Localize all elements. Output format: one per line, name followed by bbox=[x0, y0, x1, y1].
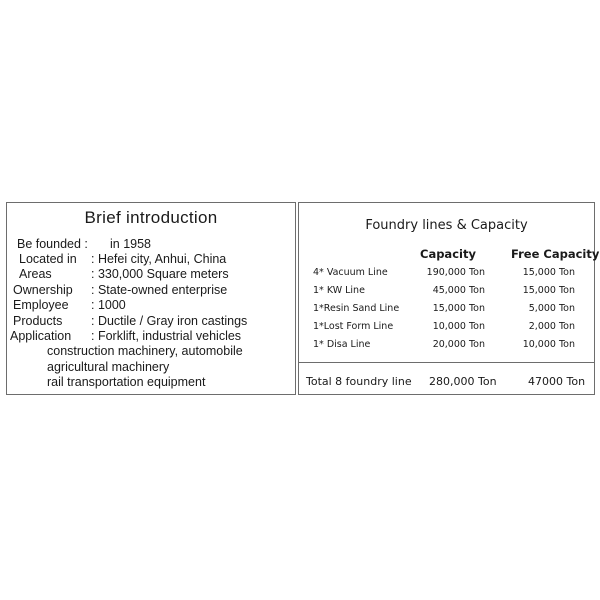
info-label: Products bbox=[13, 314, 63, 328]
line-capacity: 45,000 Ton bbox=[432, 285, 485, 296]
total-capacity: 280,000 Ton bbox=[429, 375, 497, 388]
line-free-capacity: 5,000 Ton bbox=[528, 303, 575, 314]
info-label: Located in bbox=[19, 252, 77, 266]
line-free-capacity: 15,000 Ton bbox=[522, 267, 575, 278]
line-capacity: 10,000 Ton bbox=[432, 321, 485, 332]
application-continued: agricultural machinery bbox=[47, 360, 170, 374]
info-label: Ownership bbox=[13, 283, 73, 297]
foundry-line-row bbox=[299, 300, 594, 317]
line-name: 1*Lost Form Line bbox=[313, 321, 394, 332]
foundry-capacity-title: Foundry lines & Capacity bbox=[365, 218, 528, 233]
total-free-capacity: 47000 Ton bbox=[528, 375, 586, 388]
brief-introduction-panel bbox=[6, 202, 296, 395]
line-capacity: 15,000 Ton bbox=[432, 303, 485, 314]
info-value: : Forklift, industrial vehicles bbox=[91, 329, 242, 343]
total-divider bbox=[299, 362, 594, 363]
info-value: : Hefei city, Anhui, China bbox=[91, 252, 227, 266]
info-label: Employee bbox=[13, 298, 69, 312]
info-label: Areas bbox=[19, 267, 52, 281]
foundry-line-row bbox=[299, 318, 594, 335]
line-free-capacity: 2,000 Ton bbox=[528, 321, 575, 332]
info-value: in 1958 bbox=[110, 237, 152, 251]
foundry-line-row bbox=[299, 282, 594, 299]
info-label: Be founded : bbox=[17, 237, 88, 251]
total-label: Total 8 foundry line bbox=[306, 375, 412, 388]
line-name: 1*Resin Sand Line bbox=[313, 303, 400, 314]
foundry-line-row bbox=[299, 336, 594, 353]
line-name: 1* Disa Line bbox=[313, 339, 371, 350]
application-continued: rail transportation equipment bbox=[47, 375, 206, 389]
info-value: : 1000 bbox=[91, 298, 126, 312]
info-value: : State-owned enterprise bbox=[91, 283, 228, 297]
capacity-header: Capacity bbox=[420, 247, 476, 261]
line-free-capacity: 15,000 Ton bbox=[522, 285, 575, 296]
line-name: 4* Vacuum Line bbox=[313, 267, 388, 278]
brief-introduction-title: Brief introduction bbox=[84, 208, 218, 227]
free-capacity-header: Free Capacity bbox=[511, 247, 600, 261]
info-value: : 330,000 Square meters bbox=[91, 267, 229, 281]
line-capacity: 20,000 Ton bbox=[432, 339, 485, 350]
total-row bbox=[299, 373, 594, 390]
foundry-line-row bbox=[299, 264, 594, 281]
info-value: : Ductile / Gray iron castings bbox=[91, 314, 248, 328]
line-capacity: 190,000 Ton bbox=[426, 267, 485, 278]
foundry-capacity-panel bbox=[298, 202, 600, 395]
application-continued: construction machinery, automobile bbox=[47, 344, 243, 358]
line-name: 1* KW Line bbox=[313, 285, 365, 296]
line-free-capacity: 10,000 Ton bbox=[522, 339, 575, 350]
info-label: Application bbox=[10, 329, 72, 343]
